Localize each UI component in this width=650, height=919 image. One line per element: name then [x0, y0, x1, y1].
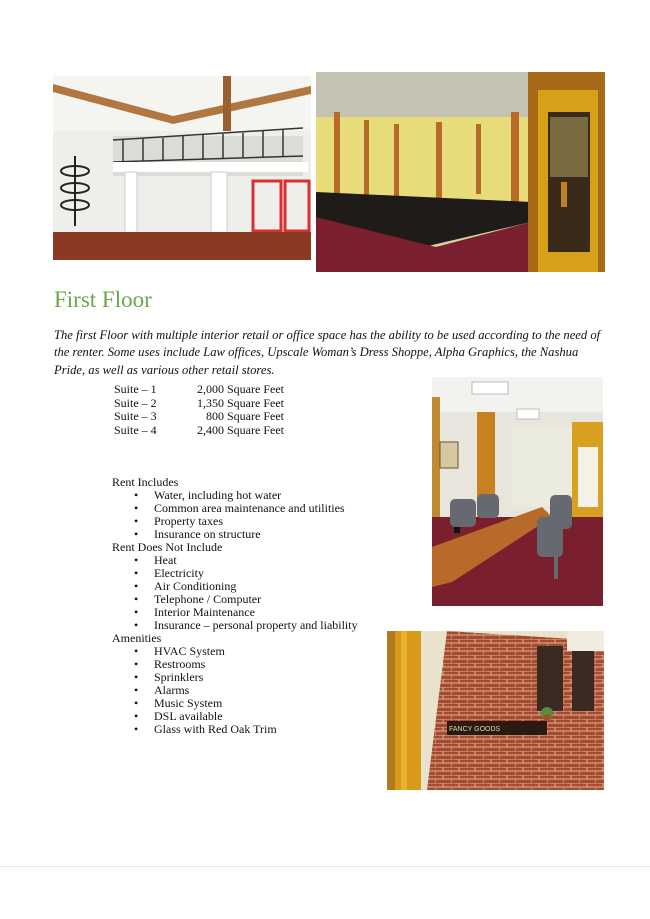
list-item: • Insurance – personal property and liability [112, 619, 358, 632]
list-item: • Sprinklers [112, 671, 358, 684]
list-item: • Water, including hot water [112, 489, 358, 502]
list-item: • Electricity [112, 567, 358, 580]
list-item: • Air Conditioning [112, 580, 358, 593]
conference-room-photo [432, 377, 603, 606]
suite-size: 2,000 [197, 382, 224, 396]
suite-row [114, 410, 284, 424]
list-item: • Alarms [112, 684, 358, 697]
suite-unit: Square Feet [227, 422, 284, 437]
list-item: • Interior Maintenance [112, 606, 358, 619]
brick-wall-photo [387, 631, 604, 790]
rent-excludes-heading: Rent Does Not Include [112, 540, 223, 554]
list-item: • Property taxes [112, 515, 358, 528]
suite-row [114, 424, 284, 438]
list-item: • Common area maintenance and utilities [112, 502, 358, 515]
rent-includes-list [112, 489, 358, 541]
suite-size: 800 [206, 409, 224, 424]
amenities-heading: Amenities [112, 631, 162, 645]
intro-paragraph: The first Floor with multiple interior retail or office space has the ability to be used according to the need of the renter. Some uses include Law offices, Upscale Woman’s Dress Shoppe, Alpha Graphics, the Nashua Pride, as well as various other retail stores. [54, 327, 601, 377]
rent-excludes-list [112, 554, 358, 632]
list-item: • Telephone / Computer [112, 593, 358, 606]
suite-name: Suite – 1 [114, 382, 157, 396]
terms-lists [112, 476, 358, 736]
page-divider [0, 866, 650, 867]
list-item: • DSL available [112, 710, 358, 723]
glass-partition-photo [316, 72, 605, 272]
rent-includes-heading: Rent Includes [112, 475, 179, 489]
suite-size: 2,400 [197, 422, 224, 437]
suite-name: Suite – 2 [114, 395, 157, 410]
suite-unit: Square Feet [227, 382, 284, 396]
list-item: • Music System [112, 697, 358, 710]
list-item: • Heat [112, 554, 358, 567]
suite-size: 1,350 [197, 395, 224, 410]
suite-unit: Square Feet [227, 409, 284, 424]
suite-list [114, 383, 284, 437]
loft-photo [53, 76, 311, 260]
list-item: • Glass with Red Oak Trim [112, 723, 358, 736]
suite-row [114, 397, 284, 411]
list-item: • HVAC System [112, 645, 358, 658]
list-item: • Restrooms [112, 658, 358, 671]
suite-name: Suite – 4 [114, 422, 157, 437]
suite-name: Suite – 3 [114, 409, 157, 424]
page-title: First Floor [54, 287, 152, 313]
list-item: • Insurance on structure [112, 528, 358, 541]
amenities-list [112, 645, 358, 736]
brick-sign-text: FANCY GOODS [449, 726, 501, 733]
suite-unit: Square Feet [227, 395, 284, 410]
suite-row [114, 383, 284, 397]
